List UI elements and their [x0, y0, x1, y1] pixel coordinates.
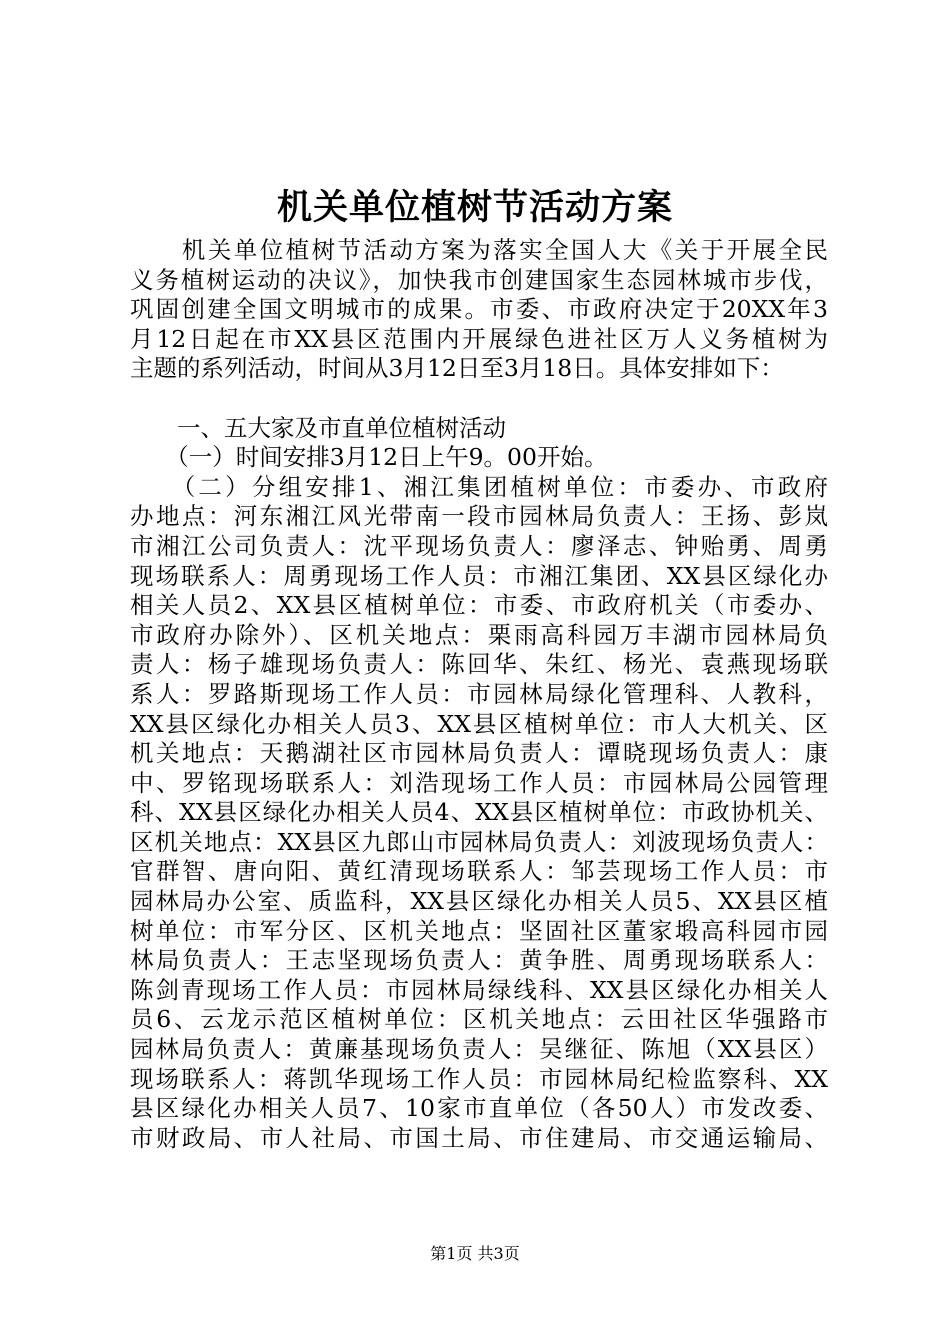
- text-line: 主题的系列活动，时间从3月12日至3月18日。具体安排如下：: [130, 354, 784, 383]
- text-line: XX县区绿化办相关人员3、XX县区植树单位：市人大机关、区: [130, 709, 828, 738]
- text-line: 义务植树运动的决议》，加快我市创建国家生态园林城市步伐，: [130, 265, 828, 294]
- text-line: 园林局负责人：黄廉基现场负责人：吴继征、陈旭（XX县区）: [130, 1035, 828, 1064]
- text-line: 机关单位植树节活动方案为落实全国人大《关于开展全民: [130, 236, 828, 264]
- text-line: 巩固创建全国文明城市的成果。市委、市政府决定于20XX年3: [130, 295, 828, 324]
- text-line: 林局负责人：王志坚现场负责人：黄争胜、周勇现场联系人：: [130, 946, 828, 975]
- text-line: 市政府办除外）、区机关地点：栗雨高科园万丰湖市园林局负: [130, 620, 828, 649]
- page-number-footer: 第1页 共3页: [430, 1244, 520, 1263]
- text-line: 办地点：河东湘江风光带南一段市园林局负责人：王扬、彭岚: [130, 502, 828, 531]
- text-line: 相关人员2、XX县区植树单位：市委、市政府机关（市委办、: [130, 591, 828, 620]
- text-line: 市财政局、市人社局、市国土局、市住建局、市交通运输局、: [130, 1123, 828, 1152]
- text-line: 员6、云龙示范区植树单位：区机关地点：云田社区华强路市: [130, 1005, 828, 1034]
- text-line: 县区绿化办相关人员7、10家市直单位（各50人）市发改委、: [130, 1094, 828, 1123]
- time-line: （一）时间安排3月12日上午9。00开始。: [130, 443, 608, 472]
- text-line: 中、罗铭现场联系人：刘浩现场工作人员：市园林局公园管理: [130, 768, 828, 797]
- text-line: （二）分组安排1、湘江集团植树单位：市委办、市政府: [130, 472, 828, 501]
- text-line: 树单位：市军分区、区机关地点：坚固社区董家塅高科园市园: [130, 916, 828, 945]
- text-line: 现场联系人：蒋凯华现场工作人员：市园林局纪检监察科、XX: [130, 1064, 828, 1093]
- text-line: 市湘江公司负责人：沈平现场负责人：廖泽志、钟贻勇、周勇: [130, 531, 828, 560]
- text-line: 月12日起在市XX县区范围内开展绿色进社区万人义务植树为: [130, 324, 828, 353]
- paragraph-gap: [130, 384, 828, 414]
- text-line: 系人：罗路斯现场工作人员：市园林局绿化管理科、人教科，: [130, 679, 828, 708]
- text-line: 区机关地点：XX县区九郎山市园林局负责人：刘波现场负责人：: [130, 827, 828, 856]
- text-line: 陈剑青现场工作人员：市园林局绿线科、XX县区绿化办相关人: [130, 975, 828, 1004]
- text-line: 现场联系人：周勇现场工作人员：市湘江集团、XX县区绿化办: [130, 561, 828, 590]
- section-heading: 一、五大家及市直单位植树活动: [130, 413, 506, 442]
- text-line: 官群智、唐向阳、黄红清现场联系人：邹芸现场工作人员：市: [130, 857, 828, 886]
- text-line: 园林局办公室、质监科，XX县区绿化办相关人员5、XX县区植: [130, 887, 828, 916]
- grouping-paragraph: [130, 473, 828, 1154]
- text-line: 责人：杨子雄现场负责人：陈回华、朱红、杨光、袁燕现场联: [130, 650, 828, 679]
- intro-paragraph: [130, 236, 828, 384]
- document-title: 机关单位植树节活动方案: [276, 187, 673, 228]
- document-body: [130, 236, 828, 1153]
- text-line: 科、XX县区绿化办相关人员4、XX县区植树单位：市政协机关、: [130, 798, 828, 827]
- text-line: 机关地点：天鹅湖社区市园林局负责人：谭晓现场负责人：康: [130, 739, 828, 768]
